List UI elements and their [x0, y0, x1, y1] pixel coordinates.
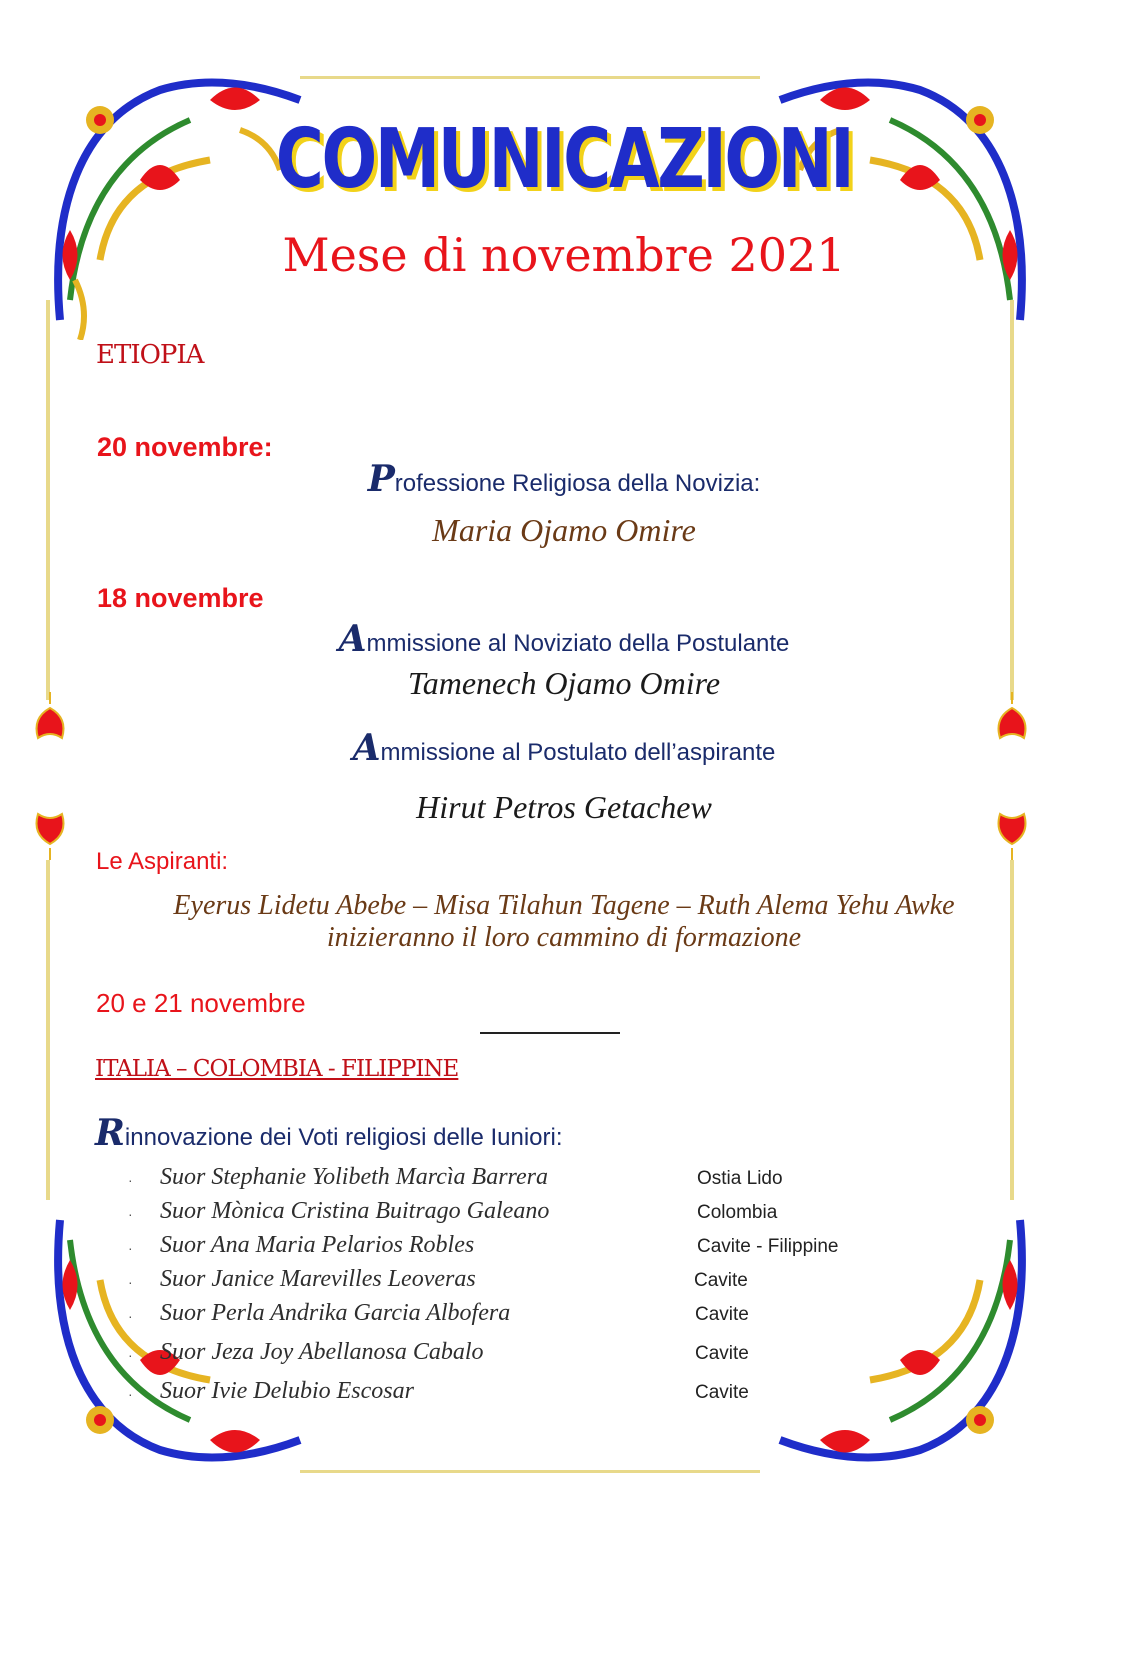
page-title: COMUNICAZIONI	[275, 112, 853, 207]
frame-bottom-line	[300, 1470, 760, 1473]
list-item-name: Suor Janice Marevilles Leoveras	[160, 1266, 476, 1292]
list-item-name: Suor Ivie Delubio Escosar	[160, 1378, 414, 1404]
list-bullet: ·	[128, 1206, 133, 1222]
postulate-text: mmissione al Postulato dell’aspirante	[380, 739, 776, 766]
aspiranti-note: inizieranno il loro cammino di formazione	[326, 922, 802, 953]
list-item-name: Suor Ana Maria Pelarios Robles	[160, 1232, 475, 1258]
list-bullet: ·	[128, 1308, 133, 1324]
list-item-place: Cavite	[695, 1382, 749, 1403]
profession-heading	[0, 458, 1128, 500]
aspirant-name: Hirut Petros Getachew	[416, 789, 712, 825]
postulant-name: Tamenech Ojamo Omire	[407, 665, 721, 701]
drop-cap: P	[367, 458, 395, 500]
date-20-21-novembre: 20 e 21 novembre	[96, 988, 306, 1018]
aspiranti-names: Eyerus Lidetu Abebe – Misa Tilahun Tagene – Ruth Alema Yehu Awke	[173, 890, 955, 921]
list-item-name: Suor Mònica Cristina Buitrago Galeano	[160, 1198, 550, 1224]
novice-name: Maria Ojamo Omire	[432, 512, 696, 548]
list-item-place: Cavite - Filippine	[697, 1236, 839, 1257]
list-item-name: Suor Stephanie Yolibeth Marcìa Barrera	[160, 1164, 548, 1190]
frame-top-line	[300, 76, 760, 79]
list-bullet: ·	[128, 1172, 133, 1188]
list-item-place: Ostia Lido	[697, 1168, 783, 1189]
drop-cap: A	[352, 727, 381, 769]
novitiate-heading	[0, 618, 1128, 660]
date-18-novembre: 18 novembre	[97, 583, 264, 613]
list-bullet: ·	[128, 1274, 133, 1290]
list-item-place: Colombia	[697, 1202, 778, 1223]
list-item-name: Suor Perla Andrika Garcia Albofera	[160, 1300, 511, 1326]
list-bullet: ·	[128, 1240, 133, 1256]
section-countries: ITALIA – COLOMBIA - FILIPPINE	[95, 1056, 459, 1082]
renewal-text: innovazione dei Voti religiosi delle Iuniori:	[124, 1124, 563, 1151]
postulate-heading	[0, 727, 1128, 769]
list-bullet: ·	[128, 1347, 133, 1363]
divider	[480, 1032, 620, 1034]
drop-cap: R	[95, 1112, 125, 1154]
list-item-name: Suor Jeza Joy Abellanosa Cabalo	[160, 1339, 484, 1365]
section-etiopia: ETIOPIA	[96, 340, 204, 370]
renewal-heading	[95, 1112, 563, 1154]
drop-cap: A	[338, 618, 367, 660]
list-item-place: Cavite	[695, 1343, 749, 1364]
aspiranti-label: Le Aspiranti:	[96, 848, 229, 875]
list-item-place: Cavite	[695, 1304, 749, 1325]
novitiate-text: mmissione al Noviziato della Postulante	[366, 630, 790, 657]
list-item-place: Cavite	[694, 1270, 748, 1291]
page-subtitle: Mese di novembre 2021	[282, 228, 846, 282]
profession-text: rofessione Religiosa della Novizia:	[394, 470, 761, 497]
date-20-novembre: 20 novembre:	[97, 432, 273, 462]
list-bullet: ·	[128, 1386, 133, 1402]
